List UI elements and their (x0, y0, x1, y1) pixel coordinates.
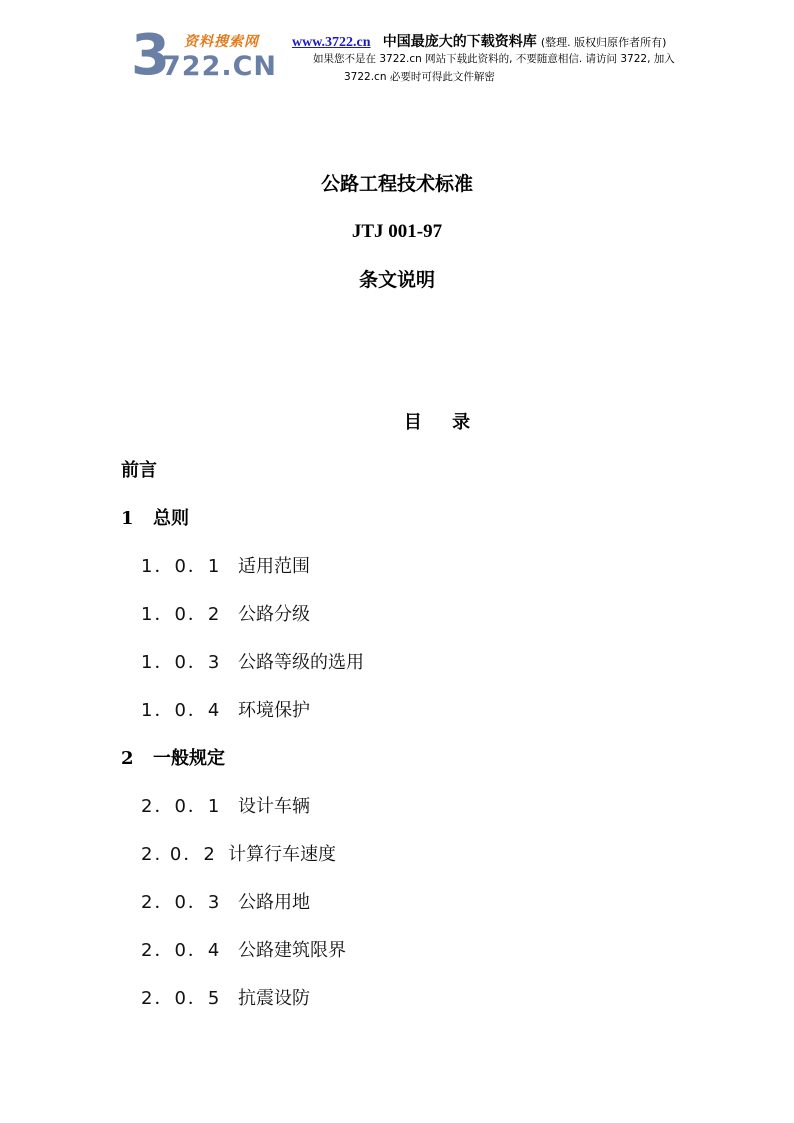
toc-item-label: 总则 (153, 508, 189, 529)
toc-item-label: 公路建筑限界 (238, 940, 346, 961)
toc-item-number: 1．0．1 (141, 556, 222, 577)
toc-item-number: 2. 0．2 (141, 844, 217, 865)
header-notice-2: 3722.cn 必要时可得此文件解密 (344, 71, 495, 83)
toc-item-label: 公路用地 (238, 892, 310, 913)
toc-item-preface[interactable] (121, 459, 157, 483)
document-title: 公路工程技术标准 (320, 173, 473, 195)
page-header (0, 0, 794, 95)
toc-item-1-0-4[interactable] (141, 699, 310, 723)
toc-item-chapter-2[interactable] (121, 747, 225, 771)
site-link[interactable]: www.3722.cn (292, 35, 371, 50)
toc-item-number: 2．0．4 (141, 940, 222, 961)
toc-item-1-0-3[interactable] (141, 651, 364, 675)
toc-item-number: 1．0．2 (141, 604, 222, 625)
toc-item-label: 一般规定 (153, 748, 225, 769)
toc-item-number: 2．0．3 (141, 892, 222, 913)
toc-item-2-0-5[interactable] (141, 987, 310, 1011)
toc-item-label: 公路等级的选用 (238, 652, 364, 673)
toc-item-label: 计算行车速度 (228, 844, 336, 865)
header-notice: 如果您不是在 3722.cn 网站下载此资料的, 不要随意相信. 请访问 3722, 加入 (313, 53, 675, 65)
toc-item-label: 环境保护 (238, 700, 310, 721)
toc-heading: 目 录 (403, 412, 483, 433)
toc-item-label: 公路分级 (238, 604, 310, 625)
site-logo-text[interactable]: 722.CN (162, 51, 278, 82)
toc-item-1-0-2[interactable] (141, 603, 310, 627)
document-subtitle: 条文说明 (358, 269, 435, 291)
toc-item-chapter-1[interactable] (121, 507, 189, 531)
toc-item-number: 1 (121, 508, 134, 529)
toc-item-label: 抗震设防 (238, 988, 310, 1009)
header-line-1 (292, 33, 666, 52)
site-slogan: 资料搜索网 (184, 34, 259, 50)
toc-item-2-0-4[interactable] (141, 939, 346, 963)
site-logo[interactable]: 3 (131, 23, 168, 88)
site-title: 中国最庞大的下载资料库 (382, 34, 537, 50)
toc-item-number: 1．0．3 (141, 652, 222, 673)
toc-item-label: 适用范围 (238, 556, 310, 577)
toc-item-2-0-3[interactable] (141, 891, 310, 915)
toc-item-label: 前言 (121, 460, 157, 481)
toc-item-1-0-1[interactable] (141, 555, 310, 579)
toc-item-number: 1．0．4 (141, 700, 222, 721)
toc-item-label: 设计车辆 (238, 796, 310, 817)
toc-item-number: 2．0．1 (141, 796, 222, 817)
toc-item-number: 2．0．5 (141, 988, 222, 1009)
copyright-note: (整理. 版权归原作者所有) (540, 36, 667, 49)
document-code: JTJ 001-97 (351, 221, 443, 242)
toc-item-2-0-2[interactable] (141, 843, 336, 867)
toc-item-2-0-1[interactable] (141, 795, 310, 819)
toc-item-number: 2 (121, 748, 134, 769)
